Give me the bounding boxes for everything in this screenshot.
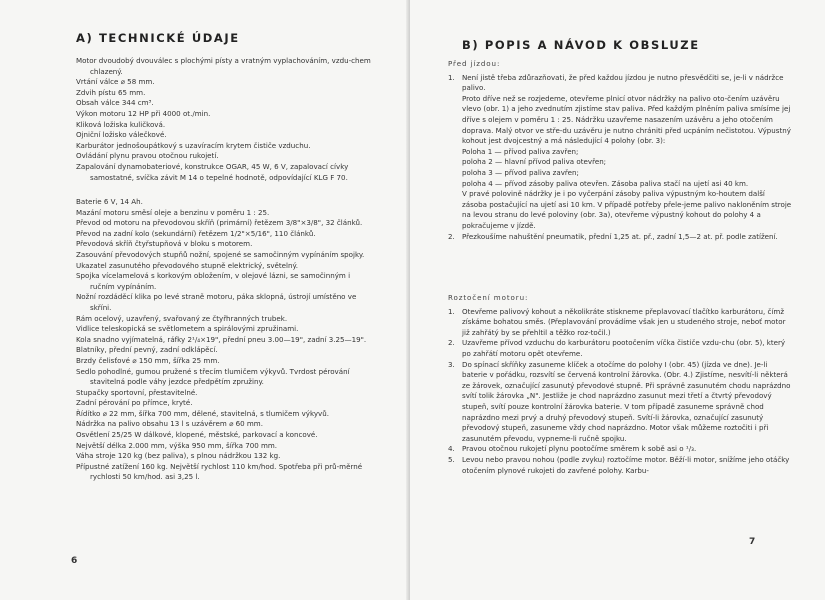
spec-line: Motor dvoudobý dvouválec s plochými písty a vratným vyplachováním, vzdu-chem chlazený. xyxy=(76,56,371,76)
spec-line: Ovládání plynu pravou otočnou rukojetí. xyxy=(76,151,219,161)
item-text: V pravé polovině nádržky je i po vyčerpání zásoby paliva výpustným ko-houtem další zásoba postačující na ujetí asi 10 km. V případě potřeby přele-jeme palivo nakloněním stroje na levou stranu do levé poloviny (obr. 3a), otevřeme výpustný kohout do polohy 4 a pokračujeme v jízdě. xyxy=(462,189,792,230)
item-number: 4. xyxy=(448,444,455,454)
spec-line: Stupačky sportovní, přestavitelné. xyxy=(76,387,198,397)
item-text: poloha 3 — přívod paliva zavřen; xyxy=(462,167,579,177)
spec-line: Zasouvání převodových stupňů nožní, spojené se samočinným vypínáním spojky. xyxy=(76,249,365,259)
left-spec-group-1 xyxy=(76,56,372,183)
spec-line: Zapalování dynamobateriové, konstrukce OGAR, 45 W, 6 V, zapalovací cívky samostatné, svíčka závit M 14 o tepelné hodnotě, odpovídající KLG F 70. xyxy=(76,161,349,182)
item-number: 1. xyxy=(448,72,455,82)
item-text: Do spínací skříňky zasuneme klíček a otočíme do polohy I (obr. 45) (jízda ve dne). Je-li baterie v pořádku, rozsvítí se červená kontrolní žárovka. (Obr. 4.) Zjistíme, nesvítí-li některá ze žárovek, označující zasunutý převodové stupně. Při správně zasunutém chodu naprázdno svítí tolik žárovka „N". Jestliže je chod naprázdno zasunut mezi třetí a čtvrtý převodový stupeň, svítí pouze kontrolní žárovka baterie. V tom případě zasuneme správně chod naprázdno mezi prvý a druhý převodový stupeň. Svítí-li žárovka, označující zasunutý převodový stupeň, zasuneme vždy chod naprázdno. Motor však můžeme roztočiti i při zasunutém převodu, vypneme-li ručně spojku. xyxy=(462,359,791,443)
right-section-engine-start xyxy=(448,293,792,476)
instruction-item xyxy=(448,94,792,147)
item-text: Přezkoušíme nahuštění pneumatik, přední 1,25 at. př., zadní 1,5—2 at. př. podle zatížení. xyxy=(462,231,778,241)
right-page xyxy=(410,0,825,600)
spec-line: Ojniční ložisko válečkové. xyxy=(76,130,167,140)
instruction-item xyxy=(448,179,792,190)
item-text: Pravou otočnou rukojetí plynu pootočíme směrem k sobě asi o ¹/₃. xyxy=(462,444,697,454)
item-text: Otevřeme palivový kohout a několikráte stiskneme přeplavovací tlačítko karburátoru, čímž získáme bohatou směs. (Přeplavování provádíme však jen u studeného stroje, neboť motor již zahřátý by se přehltil a těžko roz-točil.) xyxy=(462,306,786,337)
spec-line: Váha stroje 120 kg (bez paliva), s plnou nádržkou 132 kg. xyxy=(76,451,281,461)
spec-line: Rám ocelový, uzavřený, svařovaný ze čtyřhranných trubek. xyxy=(76,313,288,323)
instruction-item xyxy=(448,307,792,339)
left-page-heading: A) TECHNICKÉ ÚDAJE xyxy=(76,31,240,45)
spec-line: Největší délka 2.000 mm, výška 950 mm, šířka 700 mm. xyxy=(76,440,278,450)
section-subheading: Roztočení motoru: xyxy=(448,293,529,302)
instruction-item xyxy=(448,338,792,359)
instruction-item xyxy=(448,360,792,445)
item-number: 2. xyxy=(448,338,455,348)
spec-line: Nádržka na palivo obsahu 13 l s uzávěrem ⌀ 60 mm. xyxy=(76,419,263,429)
item-number: 3. xyxy=(448,359,455,369)
instruction-item xyxy=(448,444,792,455)
spec-line: Zadní pérování po přímce, kryté. xyxy=(76,398,193,408)
right-section-before-ride xyxy=(448,59,792,242)
item-text: Proto dříve než se rozjedeme, otevřeme plnicí otvor nádržky na palivo oto-čením uzávěru vlevo (obr. 1) a jeho zvednutím zjistíme stav paliva. Před každým plněním paliva smísíme jej dříve s olejem v poměru 1 : 25. Nádržku uzavřeme nasazením uzávěru a jeho otočením doprava. Malý otvor ve stře-du uzávěru je nutno chrániti před ucpáním nečistotou. Výpustný kohout jest dvojcestný a má následující 4 polohy (obr. 3): xyxy=(462,93,791,146)
spec-line: Osvětlení 25/25 W dálkové, klopené, městské, parkovací a koncové. xyxy=(76,430,318,440)
instruction-item xyxy=(448,232,792,243)
instruction-item xyxy=(448,147,792,158)
spec-line: Mazání motoru směsí oleje a benzinu v poměru 1 : 25. xyxy=(76,207,270,217)
page-number-right: 7 xyxy=(749,537,756,547)
spec-line: Převod na zadní kolo (sekundární) řetězem 1/2"×5/16", 110 článků. xyxy=(76,228,316,238)
spec-line: Blatníky, přední pevný, zadní odklápěcí. xyxy=(76,345,218,355)
spec-line: Kola snadno vyjímatelná, ráfky 2¹/₄×19", přední pneu 3.00—19", zadní 3.25—19". xyxy=(76,334,367,344)
item-text: Poloha 1 — přívod paliva zavřen; xyxy=(462,146,579,156)
item-number xyxy=(448,157,462,168)
item-number xyxy=(448,94,462,147)
item-text: Levou nebo pravou nohou (podle zvyku) roztočíme motor. Běží-li motor, snížíme jeho otáčky otočením plynové rukojeti do zavřené polohy. Karbu- xyxy=(462,454,790,475)
item-text: Uzavřeme přívod vzduchu do karburátoru pootočením víčka čističe vzdu-chu (obr. 5), který po zahřátí motoru opět otevřeme. xyxy=(462,338,786,358)
item-number: 1. xyxy=(448,306,455,316)
item-number xyxy=(448,147,462,158)
section-subheading: Před jízdou: xyxy=(448,59,501,68)
item-number xyxy=(448,168,462,179)
spec-line: Kliková ložiska kuličková. xyxy=(76,119,166,129)
spec-line: Karburátor jednošoupátkový s uzavíracím krytem čističe vzduchu. xyxy=(76,140,311,150)
spec-line: Zdvih pístu 65 mm. xyxy=(76,87,146,97)
instruction-item xyxy=(448,73,792,94)
item-number: 2. xyxy=(448,231,455,241)
item-text: poloha 2 — hlavní přívod paliva otevřen; xyxy=(462,157,607,167)
spec-line: Řídítko ⌀ 22 mm, šířka 700 mm, dělené, stavitelná, s tlumičem výkyvů. xyxy=(76,408,329,418)
item-number xyxy=(448,189,462,231)
spec-line: Ukazatel zasunutého převodového stupně elektrický, světelný. xyxy=(76,260,298,270)
instruction-item xyxy=(448,157,792,168)
instruction-item xyxy=(448,189,792,231)
spec-line: Obsah válce 344 cm³. xyxy=(76,98,154,108)
spec-line: Přípustné zatížení 160 kg. Největší rychlost 110 km/hod. Spotřeba při prů-měrné rychlosti 50 km/hod. asi 3,25 l. xyxy=(76,461,363,482)
page-number-left: 6 xyxy=(71,556,78,566)
instruction-item xyxy=(448,455,792,476)
spec-line: Brzdy čelisťové ⌀ 150 mm, šířka 25 mm. xyxy=(76,355,220,365)
right-page-heading: B) POPIS A NÁVOD K OBSLUZE xyxy=(462,38,700,52)
spec-line: Výkon motoru 12 HP při 4000 ot./min. xyxy=(76,108,211,118)
spec-line: Vrtání válce ⌀ 58 mm. xyxy=(76,77,155,87)
left-spec-group-2 xyxy=(76,197,372,483)
spec-line: Nožní rozdáděcí klika po levé straně motoru, páka sklopná, ústrojí umístěno ve skříni. xyxy=(76,292,357,312)
item-number: 5. xyxy=(448,454,455,464)
item-text: Není jistě třeba zdůrazňovati, že před každou jízdou je nutno přesvědčiti se, je-li v nádržce palivo. xyxy=(462,72,784,93)
left-page xyxy=(0,0,410,600)
spec-line: Baterie 6 V, 14 Ah. xyxy=(76,197,143,206)
spec-line: Převod od motoru na převodovou skříň (primární) řetězem 3/8"×3/8", 32 článků. xyxy=(76,218,363,228)
spec-line: Spojka vícelamelová s korkovým obložením, v olejové lázni, se samočinným i ručním vypínáním. xyxy=(76,271,351,291)
item-number xyxy=(448,179,462,190)
instruction-item xyxy=(448,168,792,179)
spec-line: Sedlo pohodlné, gumou pružené s třecím tlumičem výkyvů. Tvrdost pérování stavitelná podle váhy jezdce předpětím zpružiny. xyxy=(76,366,350,387)
item-text: poloha 4 — přívod zásoby paliva otevřen. Zásoba paliva stačí na ujetí asi 40 km. xyxy=(462,178,749,188)
spec-line: Převodová skříň čtyřstupňová v bloku s motorem. xyxy=(76,239,253,249)
spec-line: Vidlice teleskopická se světlometem a spirálovými zpružinami. xyxy=(76,324,299,334)
